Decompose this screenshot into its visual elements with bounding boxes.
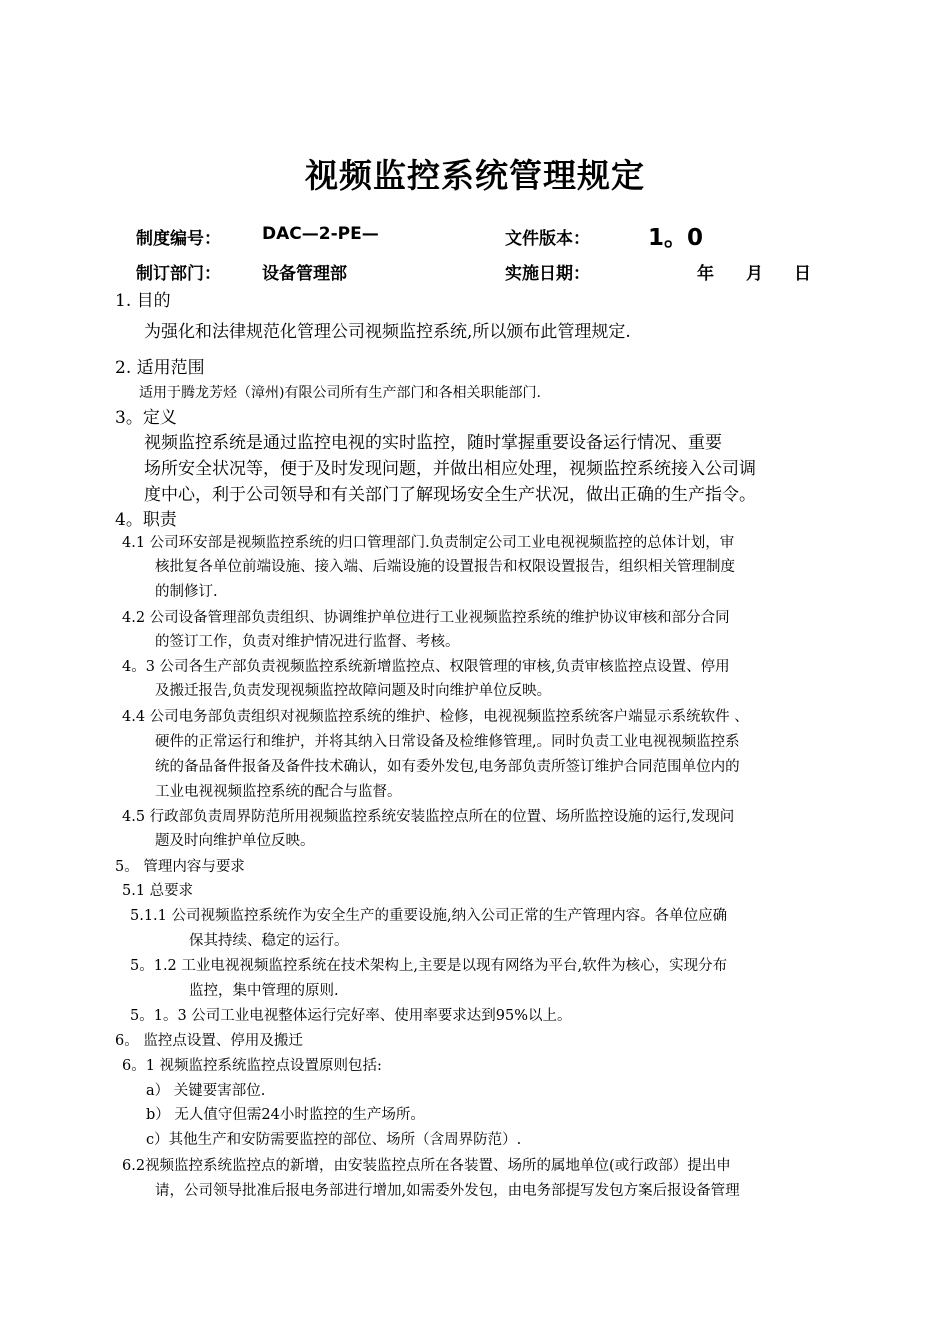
paragraph-line: 度中心，利于公司领导和有关部门了解现场安全生产状况，做出正确的生产指令。	[144, 485, 756, 505]
section-heading: 4。职责	[115, 510, 177, 530]
paragraph-line: 4.4 公司电务部负责组织对视频监控系统的维护、检修，电视视频监控系统客户端显示系统软件 、	[122, 709, 749, 725]
paragraph-line: 4.1 公司环安部是视频监控系统的归口管理部门.负责制定公司工业电视视频监控的总体计划，审	[122, 535, 735, 551]
code-label: 制度编号：	[136, 229, 221, 249]
date-day: 日	[794, 264, 811, 284]
paragraph-line: 场所安全状况等，便于及时发现问题，并做出相应处理，视频监控系统接入公司调	[144, 459, 756, 479]
paragraph-line: 统的备品备件报备及备件技术确认，如有委外发包,电务部负责所签订维护合同范围单位内的	[155, 759, 740, 775]
paragraph-line: 硬件的正常运行和维护，并将其纳入日常设备及检维修管理,。同时负责工业电视视频监控系	[155, 734, 740, 750]
section-heading: 5。 管理内容与要求	[115, 859, 245, 875]
paragraph-line: 题及时向维护单位反映。	[155, 833, 315, 849]
subsection-heading: 6。1 视频监控系统监控点设置原则包括:	[122, 1058, 382, 1074]
section-heading: 1. 目的	[115, 291, 171, 311]
date-month: 月	[746, 264, 763, 284]
paragraph-line: 视频监控系统是通过监控电视的实时监控，随时掌握重要设备运行情况、重要	[144, 433, 722, 453]
paragraph-line: 5。1。3 公司工业电视整体运行完好率、使用率要求达到95%以上。	[130, 1008, 572, 1024]
dept-label: 制订部门：	[136, 264, 221, 284]
paragraph-line: 监控，集中管理的原则.	[189, 983, 339, 999]
paragraph-line: 5.1.1 公司视频监控系统作为安全生产的重要设施,纳入公司正常的生产管理内容。各单位应确	[130, 908, 728, 924]
paragraph-line: 为强化和法律规范化管理公司视频监控系统,所以颁布此管理规定.	[144, 322, 631, 342]
paragraph-line: 的制修订.	[155, 584, 218, 600]
document-title: 视频监控系统管理规定	[305, 156, 645, 195]
paragraph-line: 的签订工作，负责对维护情况进行监督、考核。	[155, 634, 460, 650]
paragraph-line: 适用于腾龙芳烃（漳州)有限公司所有生产部门和各相关职能部门.	[139, 385, 541, 401]
paragraph-line: 5。1.2 工业电视视频监控系统在技术架构上,主要是以现有网络为平台,软件为核心，实现分布	[130, 958, 728, 974]
subsection-heading: 5.1 总要求	[122, 883, 194, 899]
date-label: 实施日期：	[505, 264, 590, 284]
paragraph-line: 核批复各单位前端设施、接入端、后端设施的设置报告和权限设置报告，组织相关管理制度	[155, 559, 735, 575]
section-heading: 3。定义	[115, 408, 177, 428]
section-heading: 6。 监控点设置、停用及搬迁	[115, 1033, 303, 1049]
code-value: DAC—2-PE—	[262, 224, 379, 244]
date-year: 年	[697, 264, 714, 284]
list-item: c）其他生产和安防需要监控的部位、场所（含周界防范）.	[146, 1132, 522, 1148]
paragraph-line: 工业电视视频监控系统的配合与监督。	[155, 784, 402, 800]
paragraph-line: 6.2视频监控系统监控点的新增，由安装监控点所在各装置、场所的属地单位(或行政部）提出申	[122, 1158, 731, 1174]
list-item: b） 无人值守但需24小时监控的生产场所。	[146, 1107, 425, 1123]
section-heading: 2. 适用范围	[115, 358, 205, 378]
version-label: 文件版本：	[505, 229, 590, 249]
paragraph-line: 请，公司领导批准后报电务部进行增加,如需委外发包，由电务部提写发包方案后报设备管理	[155, 1183, 740, 1199]
dept-value: 设备管理部	[262, 264, 347, 284]
paragraph-line: 4.2 公司设备管理部负责组织、协调维护单位进行工业视频监控系统的维护协议审核和部分合同	[122, 610, 730, 626]
paragraph-line: 保其持续、稳定的运行。	[189, 933, 349, 949]
paragraph-line: 及搬迁报告,负责发现视频监控故障问题及时向维护单位反映。	[155, 683, 552, 699]
paragraph-line: 4.5 行政部负责周界防范所用视频监控系统安装监控点所在的位置、场所监控设施的运行,发现问	[122, 809, 735, 825]
version-value: 1。0	[648, 225, 704, 251]
list-item: a） 关键要害部位.	[146, 1083, 266, 1099]
paragraph-line: 4。3 公司各生产部负责视频监控系统新增监控点、权限管理的审核,负责审核监控点设置、停用	[122, 659, 730, 675]
